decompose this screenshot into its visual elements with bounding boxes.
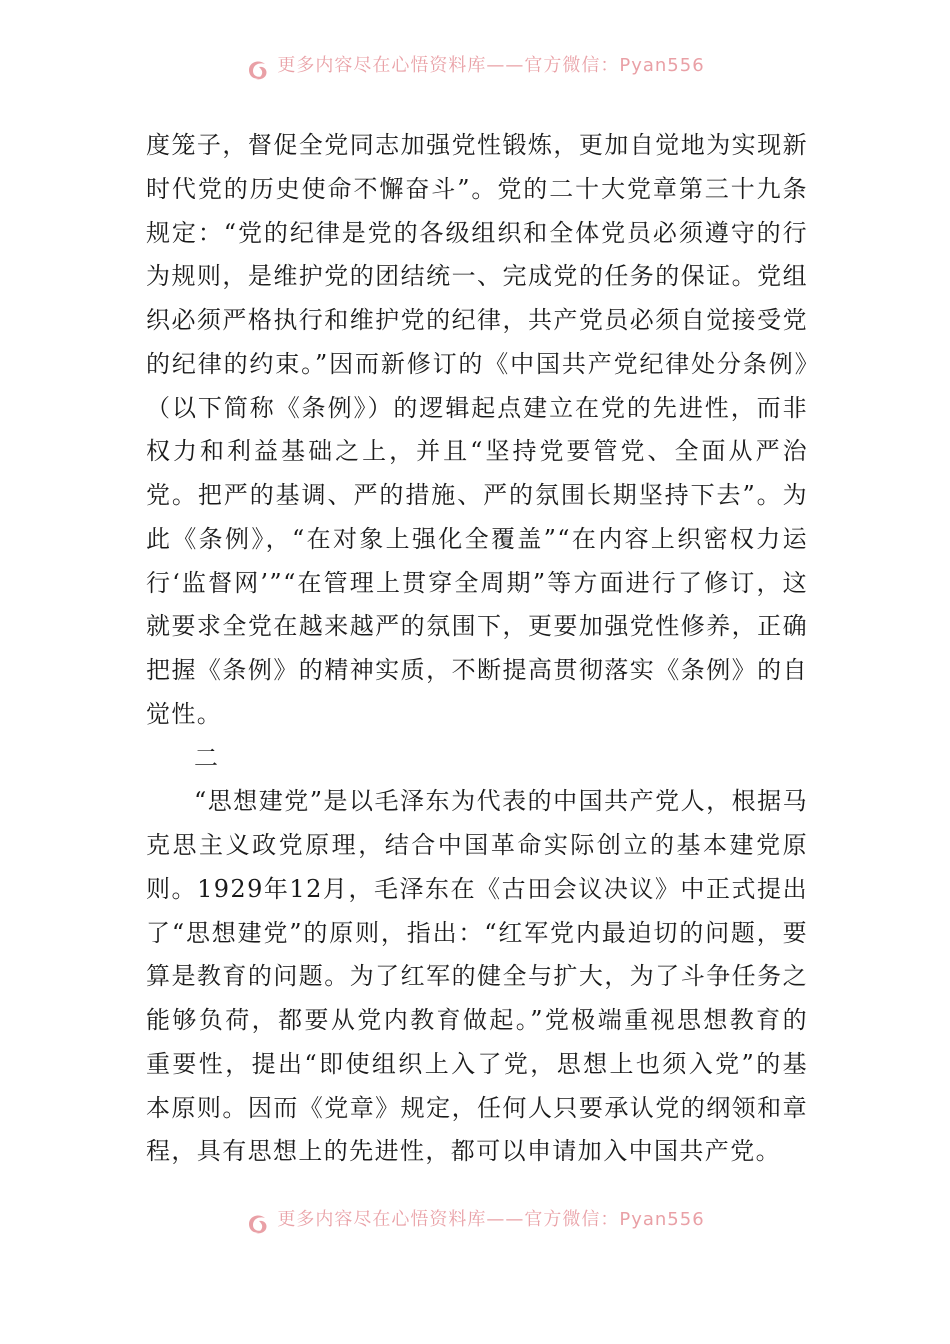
section-heading: 二 [194, 743, 220, 772]
paragraph-continued: 度笼子，督促全党同志加强党性锻炼，更加自觉地为实现新时代党的历史使命不懈奋斗”。党的二十大党章第三十九条规定：“党的纪律是党的各级组织和全体党员必须遵守的行为规则，是维护党的团结统一、完成党的任务的保证。党组织必须严格执行和维护党的纪律，共产党员必须自觉接受党的纪律的约束。”因而新修订的《中国共产党纪律处分条例》（以下简称《条例》）的逻辑起点建立在党的先进性，而非权力和利益基础之上，并且“坚持党要管党、全面从严治党。把严的基调、严的措施、严的氛围长期坚持下去”。为此《条例》，“在对象上强化全覆盖”“在内容上织密权力运行‘监督网’”“在管理上贯穿全周期”等方面进行了修订，这就要求全党在越来越严的氛围下，更要加强党性修养，正确把握《条例》的精神实质，不断提高贯彻落实《条例》的自觉性。 [146, 131, 808, 728]
watermark-logo-icon [245, 1210, 271, 1236]
watermark-logo-icon [245, 56, 271, 82]
footer-watermark [0, 1208, 950, 1238]
document-body [146, 124, 808, 1174]
watermark-text: 更多内容尽在心悟资料库——官方微信：Pyan556 [277, 55, 705, 76]
watermark-text: 更多内容尽在心悟资料库——官方微信：Pyan556 [277, 1209, 705, 1230]
header-watermark [0, 54, 950, 84]
paragraph-thought-party-building: “思想建党”是以毛泽东为代表的中国共产党人，根据马克思主义政党原理，结合中国革命实际创立的基本建党原则。1929年12月，毛泽东在《古田会议决议》中正式提出了“思想建党”的原则，指出：“红军党内最迫切的问题，要算是教育的问题。为了红军的健全与扩大，为了斗争任务之能够负荷，都要从党内教育做起。”党极端重视思想教育的重要性，提出“即使组织上入了党，思想上也须入党”的基本原则。因而《党章》规定，任何人只要承认党的纲领和章程，具有思想上的先进性，都可以申请加入中国共产党。 [146, 787, 808, 1166]
